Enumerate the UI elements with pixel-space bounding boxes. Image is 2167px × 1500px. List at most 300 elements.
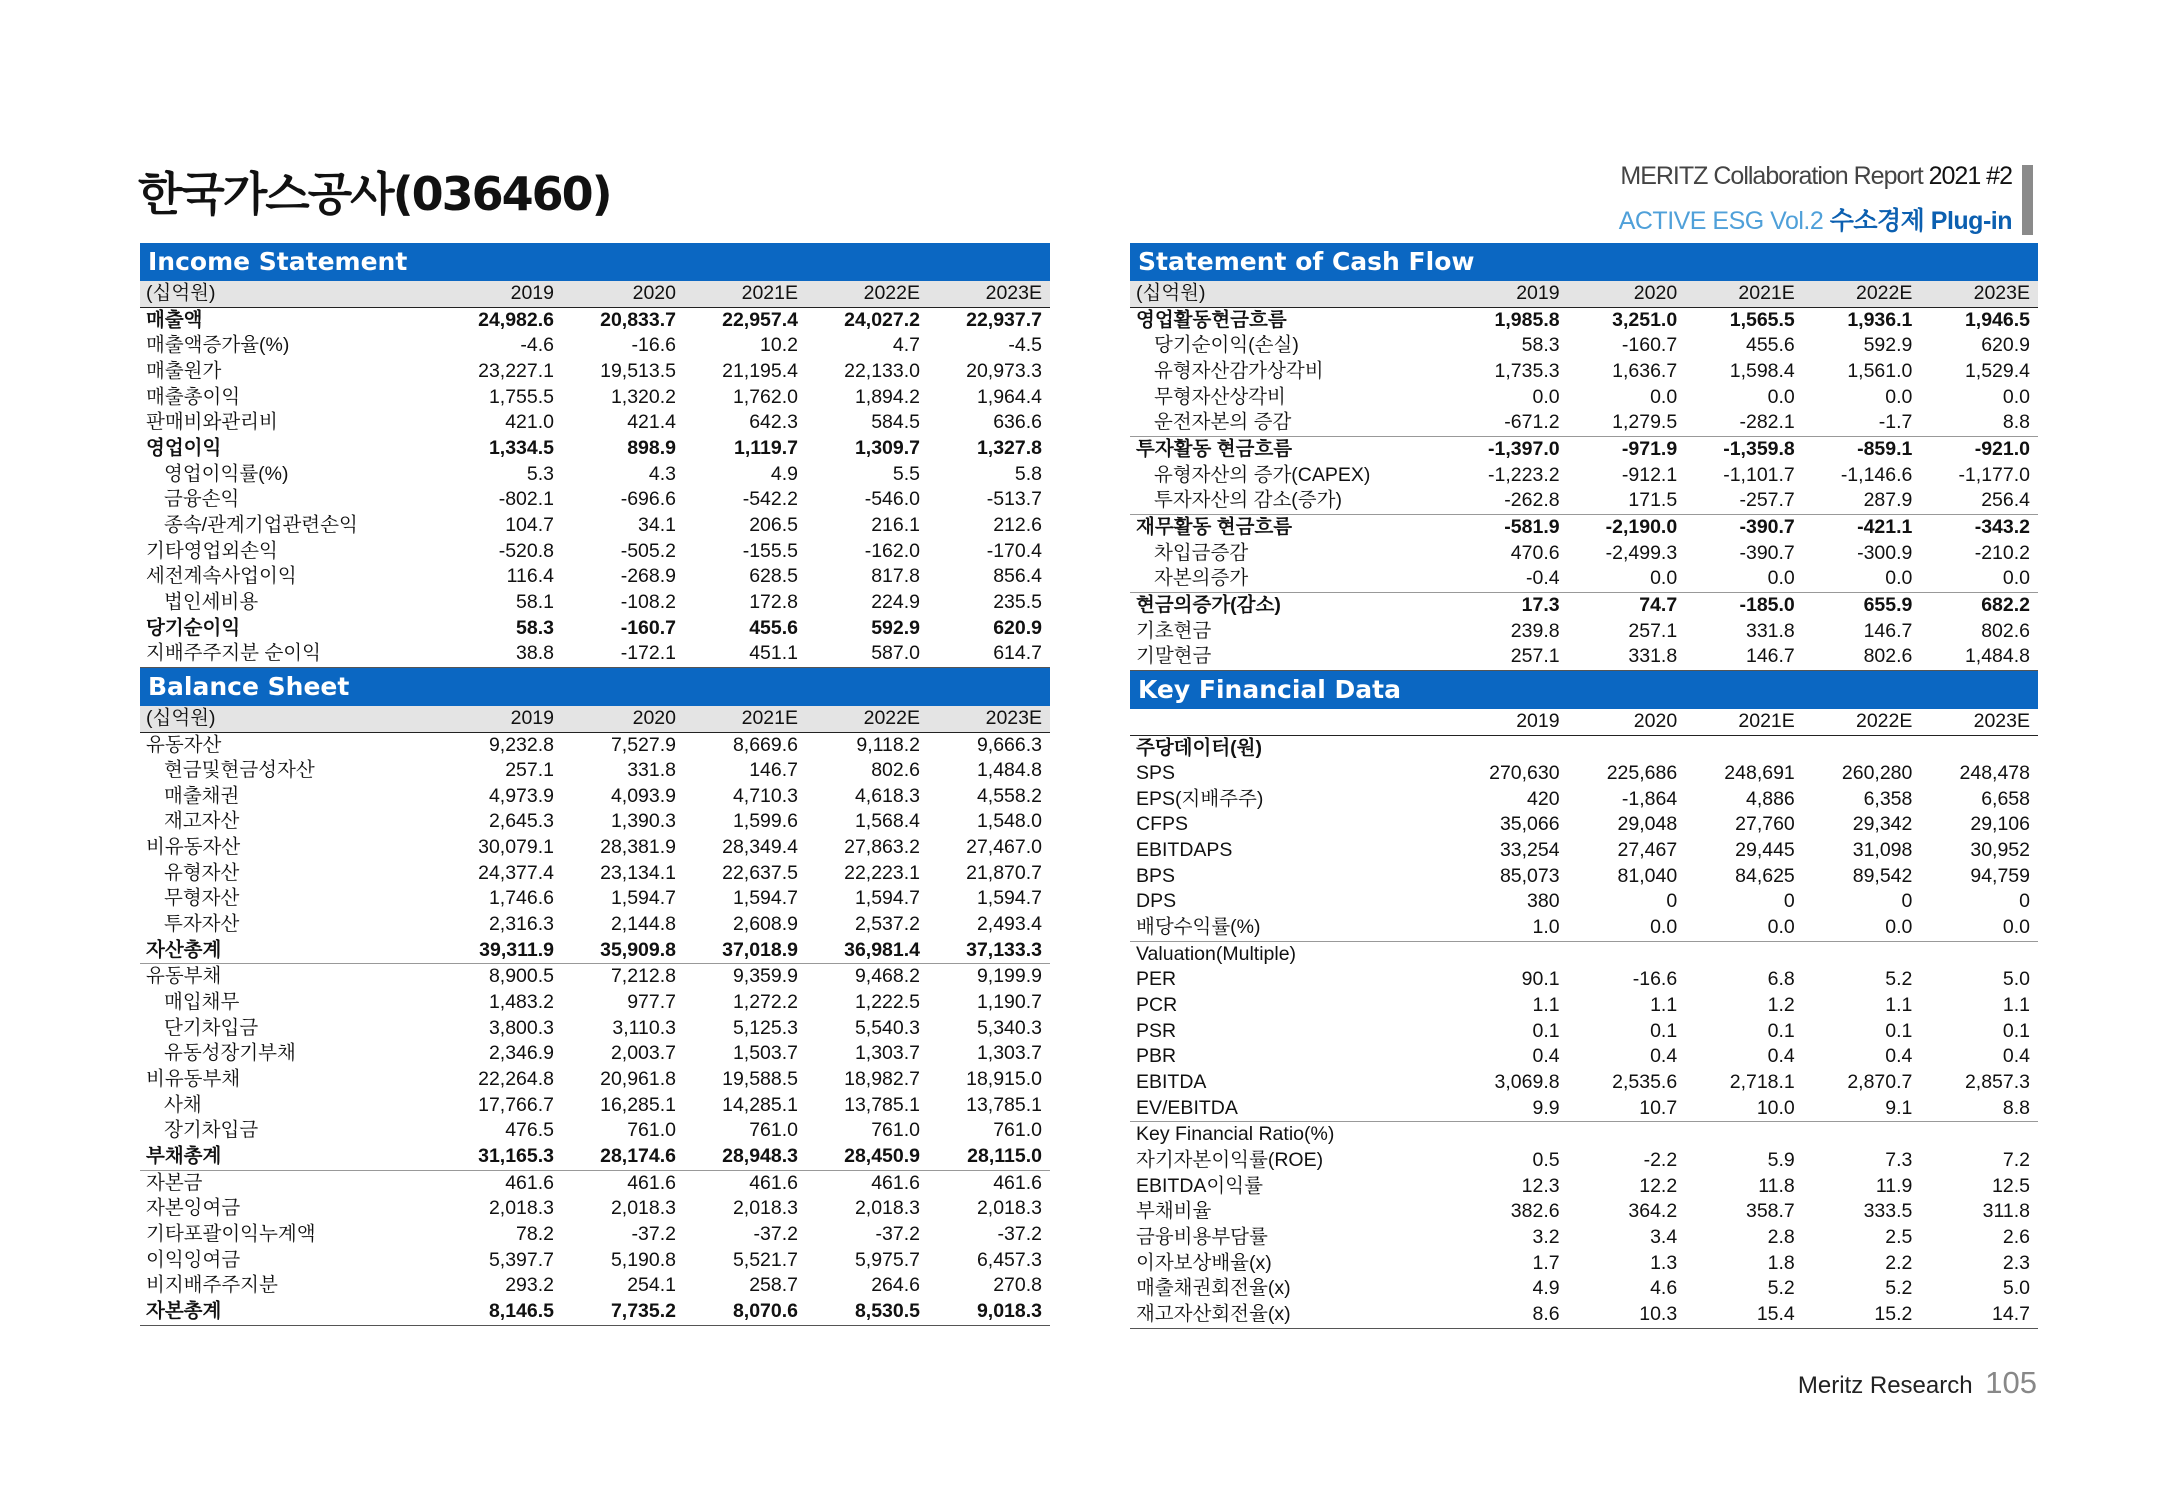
row-label: 투자자산의 감소(증가) — [1154, 489, 1342, 512]
cell-value: 27,467.0 — [966, 836, 1042, 859]
cell-value: -1,101.7 — [1723, 463, 1795, 486]
cell-value: 1.3 — [1650, 1251, 1678, 1274]
year-header: 2020 — [1568, 281, 1686, 307]
row-label: 매출액증가율(%) — [146, 334, 290, 357]
cell-value — [1920, 735, 2038, 761]
cell-value: 331.8 — [627, 759, 676, 782]
row-label: 법인세비용 — [164, 590, 259, 613]
unit-label-empty — [1130, 709, 1450, 735]
cell-value — [1803, 1122, 1921, 1148]
table-row — [140, 835, 1050, 861]
report-brand-line — [1619, 162, 2012, 191]
report-number: 2021 #2 — [1928, 162, 2012, 190]
cell-value: 14.7 — [1920, 1302, 2038, 1328]
cell-value: 802.6 — [871, 759, 920, 782]
cell-value: 2.8 — [1767, 1225, 1795, 1248]
cell-value: 5,340.3 — [976, 1016, 1042, 1039]
cell-value: 37,133.3 — [966, 938, 1042, 961]
table-row — [1130, 307, 2038, 333]
cell-value: 20,973.3 — [966, 359, 1042, 382]
cell-value: 311.8 — [1982, 1200, 2030, 1223]
cell-value: 0 — [1901, 890, 1913, 913]
cell-value: 4,710.3 — [732, 784, 798, 807]
cell-value: -1,146.6 — [1840, 463, 1913, 486]
cashflow-header-row — [1130, 281, 2038, 307]
table-row — [140, 938, 1050, 964]
year-header: 2023E — [928, 281, 1050, 307]
balance-body — [140, 732, 1050, 1325]
cell-value: 461.6 — [562, 1170, 684, 1196]
year-header: 2023E — [928, 706, 1050, 732]
cell-value: 2,018.3 — [488, 1197, 554, 1220]
cell-value: 0.5 — [1532, 1149, 1560, 1171]
balance-sheet-header: Balance Sheet — [140, 668, 1050, 706]
cell-value: 682.2 — [1920, 592, 2038, 618]
cell-value: 22,223.1 — [844, 861, 920, 884]
cell-value: 461.6 — [684, 1170, 806, 1196]
cell-value: 0.4 — [1650, 1045, 1678, 1068]
cell-value: 1,964.4 — [976, 385, 1042, 408]
page-number: 105 — [1985, 1365, 2037, 1400]
cell-value: 0.0 — [1650, 385, 1678, 408]
row-label: 무형자산상각비 — [1154, 385, 1286, 408]
cell-value: 0.1 — [1885, 1019, 1913, 1042]
cell-value: 9,359.9 — [684, 964, 806, 990]
cell-value: -37.2 — [631, 1222, 676, 1245]
cell-value: 10.3 — [1568, 1302, 1686, 1328]
row-label: 비유동자산 — [146, 836, 241, 859]
table-row — [1130, 864, 2038, 890]
row-label: 현금및현금성자산 — [164, 759, 315, 782]
income-statement-header: Income Statement — [140, 243, 1050, 281]
table-row — [140, 590, 1050, 616]
row-label: 매출채권회전율(x) — [1136, 1277, 1291, 1300]
cell-value: 9,468.2 — [806, 964, 928, 990]
row-label: 이익잉여금 — [146, 1248, 241, 1271]
cell-value: 30,952 — [1970, 839, 2030, 862]
key-financial-data-table — [1130, 709, 2038, 1329]
row-label: 매출채권 — [164, 784, 240, 807]
cell-value: 421.0 — [505, 411, 554, 434]
cell-value: 5,540.3 — [854, 1016, 920, 1039]
cell-value: 0.0 — [1767, 916, 1795, 939]
cell-value: 171.5 — [1628, 489, 1678, 512]
balance-sheet-table — [140, 706, 1050, 1326]
cell-value: 257.1 — [505, 759, 554, 782]
cell-value: 0.0 — [1650, 916, 1678, 939]
cell-value: 2,018.3 — [976, 1197, 1042, 1220]
cell-value: 1,334.5 — [488, 436, 554, 459]
row-label: 종속/관계기업관련손익 — [164, 513, 358, 536]
cell-value: 1.7 — [1532, 1251, 1560, 1274]
cell-value: 1.1 — [1532, 994, 1560, 1017]
cell-value: 270,630 — [1489, 762, 1560, 785]
table-row — [140, 564, 1050, 590]
page-title: 한국가스공사(036460) — [138, 167, 611, 221]
cash-flow-header: Statement of Cash Flow — [1130, 243, 2038, 281]
keydata-header-row — [1130, 709, 2038, 735]
cell-value: 4,093.9 — [610, 784, 676, 807]
table-row — [140, 1041, 1050, 1067]
cell-value: 224.9 — [871, 590, 920, 613]
cell-value: 333.5 — [1863, 1200, 1913, 1223]
cell-value: 9,018.3 — [928, 1299, 1050, 1325]
cash-flow-table — [1130, 281, 2038, 671]
cell-value: 0.1 — [1767, 1019, 1795, 1042]
table-row — [140, 462, 1050, 488]
cell-value: 5.5 — [892, 462, 920, 485]
cell-value: 1.8 — [1767, 1251, 1795, 1274]
cell-value: -170.4 — [986, 539, 1042, 562]
cell-value — [1450, 1122, 1568, 1148]
cell-value: -696.6 — [620, 488, 676, 511]
cell-value: 18,982.7 — [844, 1068, 920, 1091]
cell-value: 380 — [1527, 890, 1560, 913]
cell-value: 84,625 — [1735, 864, 1795, 887]
cell-value: 10.0 — [1756, 1096, 1795, 1119]
cell-value: 1,320.2 — [610, 385, 676, 408]
row-label: 기초현금 — [1136, 619, 1212, 642]
cell-value: -4.6 — [520, 334, 554, 357]
cell-value: 5.0 — [2002, 968, 2030, 991]
row-label: 영업이익 — [146, 436, 222, 459]
cell-value: 3,069.8 — [1494, 1071, 1560, 1094]
table-row — [140, 1093, 1050, 1119]
income-statement-table — [140, 281, 1050, 668]
unit-label: (십억원) — [1130, 281, 1450, 307]
cell-value: -160.7 — [620, 616, 676, 639]
row-label: 현금의증가(감소) — [1130, 592, 1450, 618]
cell-value: 260,280 — [1841, 762, 1913, 785]
cell-value: 116.4 — [506, 565, 554, 588]
year-header: 2021E — [684, 281, 806, 307]
cell-value: 358.7 — [1745, 1200, 1795, 1223]
year-header: 2020 — [562, 706, 684, 732]
row-label: 자기자본이익률(ROE) — [1136, 1149, 1324, 1171]
cell-value: 761.0 — [993, 1119, 1042, 1142]
cell-value: 29,445 — [1735, 839, 1795, 862]
cell-value: 802.6 — [1803, 644, 1921, 670]
table-row — [140, 1118, 1050, 1144]
table-row — [1130, 488, 2038, 514]
table-row — [140, 886, 1050, 912]
cell-value: 21,870.7 — [966, 861, 1042, 884]
table-row — [140, 964, 1050, 990]
cell-value: 3,110.3 — [612, 1016, 676, 1039]
cell-value: -546.0 — [864, 488, 920, 511]
cell-value: -520.8 — [498, 539, 554, 562]
row-label: 기타포괄이익누계액 — [146, 1222, 316, 1245]
row-label: 당기순이익 — [146, 616, 241, 639]
row-label: EBITDA이익률 — [1136, 1174, 1263, 1197]
cell-value: 3.4 — [1650, 1225, 1678, 1248]
cell-value: 1,946.5 — [1964, 308, 2030, 331]
left-column — [140, 243, 1050, 1326]
row-label: 영업이익률(%) — [164, 462, 289, 485]
row-label: 자본총계 — [140, 1299, 440, 1325]
cell-value: -390.7 — [1685, 514, 1803, 540]
table-row — [1130, 787, 2038, 813]
cell-value: 8.8 — [2002, 1096, 2030, 1119]
cell-value: -912.1 — [1621, 463, 1678, 486]
cell-value — [1568, 735, 1686, 761]
cell-value: -37.2 — [997, 1222, 1042, 1245]
cell-value: 1,755.5 — [488, 385, 554, 408]
right-column — [1130, 243, 2038, 1329]
table-row — [140, 436, 1050, 462]
table-row — [140, 333, 1050, 359]
row-label: 유형자산 — [164, 861, 240, 884]
row-label: 재고자산회전율(x) — [1130, 1302, 1450, 1328]
cell-value: 78.2 — [516, 1222, 554, 1245]
cell-value: -505.2 — [620, 539, 676, 562]
row-label: 배당수익률(%) — [1136, 916, 1261, 939]
table-row — [1130, 1251, 2038, 1277]
row-label: 영업활동현금흐름 — [1136, 308, 1287, 331]
cell-value: 33,254 — [1499, 839, 1560, 862]
row-label: 유형자산의 증가(CAPEX) — [1154, 463, 1371, 486]
table-row — [1130, 541, 2038, 567]
cell-value: 455.6 — [1745, 334, 1795, 357]
cell-value: 19,513.5 — [600, 359, 676, 382]
balance-header-row — [140, 706, 1050, 732]
cell-value: 216.1 — [871, 513, 920, 536]
table-row — [140, 1170, 1050, 1196]
cell-value: 8.6 — [1450, 1302, 1568, 1328]
table-row — [1130, 1122, 2038, 1148]
row-label: 부채비율 — [1136, 1200, 1212, 1223]
cell-value: 35,909.8 — [600, 938, 676, 961]
cell-value: 24,377.4 — [478, 861, 554, 884]
cell-value: 27,467 — [1617, 839, 1678, 862]
cell-value: 0.4 — [1885, 1045, 1913, 1068]
cell-value: 4.7 — [892, 334, 920, 357]
cell-value: 7,527.9 — [610, 733, 676, 756]
cell-value: -16.6 — [1632, 968, 1678, 991]
cell-value: 420 — [1527, 787, 1560, 810]
cell-value: -802.1 — [498, 488, 554, 511]
cell-value: 28,381.9 — [600, 836, 676, 859]
cell-value: 29,342 — [1852, 813, 1913, 836]
cell-value: 761.0 — [749, 1119, 798, 1142]
cell-value: 0.0 — [1885, 567, 1913, 590]
cell-value: 0.0 — [1532, 385, 1560, 408]
cell-value: 2.3 — [2002, 1251, 2030, 1274]
cell-value: 620.9 — [1981, 334, 2030, 357]
table-row — [1130, 436, 2038, 462]
year-header: 2021E — [684, 706, 806, 732]
table-row — [140, 487, 1050, 513]
cell-value: 1,598.4 — [1729, 359, 1795, 382]
cell-value: 257.1 — [1450, 644, 1568, 670]
cell-value: 898.9 — [627, 436, 676, 459]
table-row — [1130, 619, 2038, 645]
cell-value: -971.9 — [1568, 436, 1686, 462]
row-label: 재무활동 현금흐름 — [1130, 514, 1450, 540]
table-row — [1130, 941, 2038, 967]
cell-value: 2,003.7 — [610, 1042, 676, 1065]
row-label: 주당데이터(원) — [1136, 736, 1263, 759]
cell-value: -16.6 — [631, 334, 676, 357]
table-row — [1130, 1148, 2038, 1174]
cell-value: 2,857.3 — [1964, 1071, 2030, 1094]
cell-value: 8,530.5 — [806, 1299, 928, 1325]
row-label: 기말현금 — [1130, 644, 1450, 670]
cell-value: 8,900.5 — [440, 964, 562, 990]
cell-value: 15.2 — [1803, 1302, 1921, 1328]
cell-value: 0 — [1666, 890, 1678, 913]
table-row — [1130, 333, 2038, 359]
cell-value: 34.1 — [638, 513, 676, 536]
cell-value: 37,018.9 — [722, 938, 798, 961]
table-row — [140, 758, 1050, 784]
cell-value: 2,645.3 — [488, 810, 554, 833]
cell-value: 27,760 — [1735, 813, 1795, 836]
table-row — [1130, 889, 2038, 915]
cell-value: 35,066 — [1499, 813, 1560, 836]
cell-value: 12.3 — [1521, 1174, 1560, 1197]
page-footer — [1798, 1365, 2037, 1401]
cell-value: -185.0 — [1685, 592, 1803, 618]
cell-value: 0.4 — [1767, 1045, 1795, 1068]
row-label: 유형자산감가상각비 — [1154, 359, 1324, 382]
row-label: 기타영업외손익 — [146, 539, 278, 562]
table-row — [140, 809, 1050, 835]
table-row — [140, 1248, 1050, 1274]
cell-value: 614.7 — [928, 641, 1050, 667]
year-header: 2022E — [1803, 281, 1921, 307]
row-label: PSR — [1136, 1019, 1177, 1042]
report-subject: 수소경제 Plug-in — [1829, 207, 2012, 235]
cell-value: 592.9 — [871, 616, 920, 639]
table-row — [140, 307, 1050, 333]
cell-value: 761.0 — [627, 1119, 676, 1142]
cell-value: -268.9 — [620, 565, 676, 588]
cell-value: 9,666.3 — [976, 733, 1042, 756]
cell-value: 5.8 — [1014, 462, 1042, 485]
table-row — [140, 1144, 1050, 1170]
cell-value: 584.5 — [871, 411, 920, 434]
cell-value: 146.7 — [1685, 644, 1803, 670]
cell-value: 5,521.7 — [732, 1248, 798, 1271]
cell-value: 0.0 — [1767, 385, 1795, 408]
year-header: 2023E — [1920, 281, 2038, 307]
cell-value: 11.8 — [1758, 1174, 1795, 1197]
cell-value: 28,174.6 — [600, 1145, 676, 1167]
cell-value: 8,146.5 — [440, 1299, 562, 1325]
cell-value: 256.4 — [1981, 489, 2030, 512]
cell-value — [1568, 1122, 1686, 1148]
table-row — [140, 1273, 1050, 1299]
cell-value: 1.1 — [1885, 994, 1913, 1017]
cell-value: 248,478 — [1959, 762, 2030, 785]
cell-value: 1,529.4 — [1964, 359, 2030, 382]
cell-value: 22,133.0 — [844, 359, 920, 382]
table-row — [140, 1196, 1050, 1222]
row-label: 단기차입금 — [164, 1016, 259, 1039]
cell-value: 58.3 — [1521, 334, 1560, 357]
cell-value: -108.2 — [620, 590, 676, 613]
cell-value: 628.5 — [749, 565, 798, 588]
cell-value: 7.2 — [2002, 1149, 2030, 1171]
cell-value: 27,863.2 — [844, 836, 920, 859]
table-row — [1130, 1199, 2038, 1225]
cell-value: 856.4 — [993, 565, 1042, 588]
row-label: 비지배주주지분 — [146, 1274, 278, 1297]
row-label: Key Financial Ratio(%) — [1130, 1122, 1450, 1148]
cell-value: 270.8 — [993, 1274, 1042, 1297]
cell-value: 21,195.4 — [722, 359, 798, 382]
cell-value: -581.9 — [1450, 514, 1568, 540]
row-label: PCR — [1136, 994, 1178, 1017]
cell-value: 0.0 — [1885, 385, 1913, 408]
cell-value: 19,588.5 — [722, 1068, 798, 1091]
row-label: 재고자산 — [164, 810, 240, 833]
cell-value: 0.0 — [1767, 567, 1795, 590]
cell-value: 5.2 — [1885, 1277, 1913, 1300]
report-series-line — [1619, 201, 2012, 237]
cell-value: 5,125.3 — [732, 1016, 798, 1039]
cell-value: -37.2 — [875, 1222, 920, 1245]
cell-value: 15.4 — [1685, 1302, 1803, 1328]
cell-value: 2,018.3 — [854, 1197, 920, 1220]
cell-value: 2,870.7 — [1847, 1071, 1913, 1094]
cell-value: -1.7 — [1878, 411, 1913, 434]
cell-value: 802.6 — [1981, 619, 2030, 642]
unit-label: (십억원) — [140, 706, 440, 732]
row-label: 사채 — [164, 1093, 202, 1116]
cell-value: 8,669.6 — [732, 733, 798, 756]
table-row — [1130, 1044, 2038, 1070]
cell-value — [1803, 941, 1921, 967]
table-row — [140, 861, 1050, 887]
cell-value: 14,285.1 — [722, 1093, 798, 1116]
cell-value: 9,199.9 — [928, 964, 1050, 990]
row-label: 매출액 — [146, 308, 203, 331]
cell-value: 1,735.3 — [1494, 359, 1560, 382]
table-row — [1130, 1276, 2038, 1302]
report-brand: MERITZ Collaboration Report — [1620, 162, 1923, 190]
table-row — [140, 616, 1050, 642]
row-label: BPS — [1136, 864, 1176, 887]
row-label: 매입채무 — [164, 991, 240, 1014]
cell-value: 3.2 — [1532, 1225, 1560, 1248]
year-header: 2022E — [1803, 709, 1921, 735]
cell-value: 6,457.3 — [976, 1248, 1042, 1271]
cell-value: 10.2 — [760, 334, 798, 357]
cell-value: -2,190.0 — [1568, 514, 1686, 540]
cell-value: 36,981.4 — [844, 938, 920, 961]
cell-value: 476.5 — [505, 1119, 554, 1142]
cell-value: 1,985.8 — [1494, 308, 1560, 331]
table-row — [140, 990, 1050, 1016]
table-row — [1130, 1174, 2038, 1200]
cell-value: 258.7 — [749, 1274, 798, 1297]
row-label: 당기순이익(손실) — [1154, 334, 1299, 357]
row-label: 비유동부채 — [146, 1068, 241, 1091]
table-row — [140, 359, 1050, 385]
cell-value: 20,833.7 — [600, 308, 676, 331]
cell-value: 39,311.9 — [479, 938, 554, 961]
cell-value: -513.7 — [986, 488, 1042, 511]
cell-value — [1685, 1122, 1803, 1148]
year-header: 2019 — [440, 706, 562, 732]
table-row — [1130, 1302, 2038, 1328]
cell-value: 1,503.7 — [732, 1042, 798, 1065]
cell-value: 22,957.4 — [722, 308, 798, 331]
cell-value: 1,303.7 — [976, 1042, 1042, 1065]
cashflow-body — [1130, 307, 2038, 670]
